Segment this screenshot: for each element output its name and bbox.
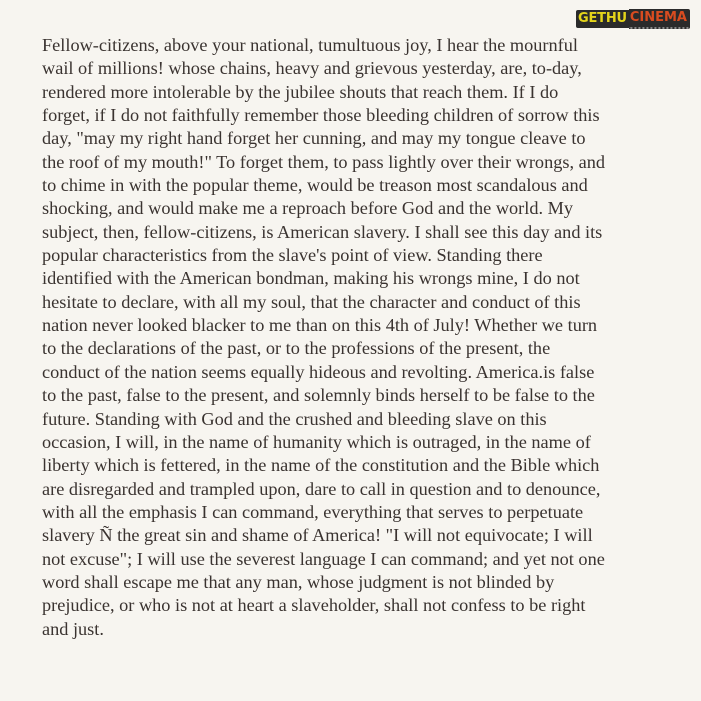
text-line: slavery Ñ the great sin and shame of America! "I will not equivocate; I will: [42, 525, 593, 546]
text-line: wail of millions! whose chains, heavy and grievous yesterday, are, to-day,: [42, 58, 582, 79]
logo-box: [575, 10, 691, 28]
text-line: identified with the American bondman, making his wrongs mine, I do not: [42, 268, 580, 289]
text-line: future. Standing with God and the crushed and bleeding slave on this: [42, 408, 547, 429]
text-line: day, "may my right hand forget her cunning, and may my tongue cleave to: [42, 128, 586, 149]
text-line: shocking, and would make me a reproach before God and the world. My: [42, 198, 574, 219]
text-line: subject, then, fellow-citizens, is American slavery. I shall see this day and its: [42, 221, 603, 242]
text-line: to the declarations of the past, or to the professions of the present, the: [42, 338, 551, 359]
text-line: forget, if I do not faithfully remember those bleeding children of sorrow this: [42, 105, 600, 126]
logo-text-cinema: CINEMA: [629, 9, 690, 29]
text-line: prejudice, or who is not at heart a slaveholder, shall not confess to be right: [42, 595, 586, 616]
watermark-logo: [578, 6, 691, 32]
text-line: hesitate to declare, with all my soul, that the character and conduct of this: [42, 291, 581, 312]
document-body: [42, 34, 658, 641]
text-line: nation never looked blacker to me than on this 4th of July! Whether we turn: [42, 315, 598, 336]
text-line: Fellow-citizens, above your national, tumultuous joy, I hear the mournful: [42, 35, 578, 55]
text-line: not excuse"; I will use the severest language I can command; and yet not one: [42, 548, 605, 569]
logo-text-gethu: GETHU: [578, 11, 627, 26]
text-line: occasion, I will, in the name of humanity which is outraged, in the name of: [42, 431, 591, 452]
text-line: to the past, false to the present, and solemnly binds herself to be false to the: [42, 385, 595, 406]
text-line: with all the emphasis I can command, everything that serves to perpetuate: [42, 501, 584, 522]
text-line: the roof of my mouth!" To forget them, to pass lightly over their wrongs, and: [42, 151, 605, 172]
text-line: conduct of the nation seems equally hideous and revolting. America.is false: [42, 361, 595, 382]
text-line: and just.: [42, 618, 104, 639]
text-line: liberty which is fettered, in the name of the constitution and the Bible which: [42, 455, 600, 476]
text-line: word shall escape me that any man, whose judgment is not blinded by: [42, 571, 555, 592]
text-line: popular characteristics from the slave's point of view. Standing there: [42, 245, 543, 266]
text-line: to chime in with the popular theme, would be treason most scandalous and: [42, 175, 588, 196]
text-line: rendered more intolerable by the jubilee shouts that reach them. If I do: [42, 81, 559, 102]
text-line: are disregarded and trampled upon, dare to call in question and to denounce,: [42, 478, 601, 499]
